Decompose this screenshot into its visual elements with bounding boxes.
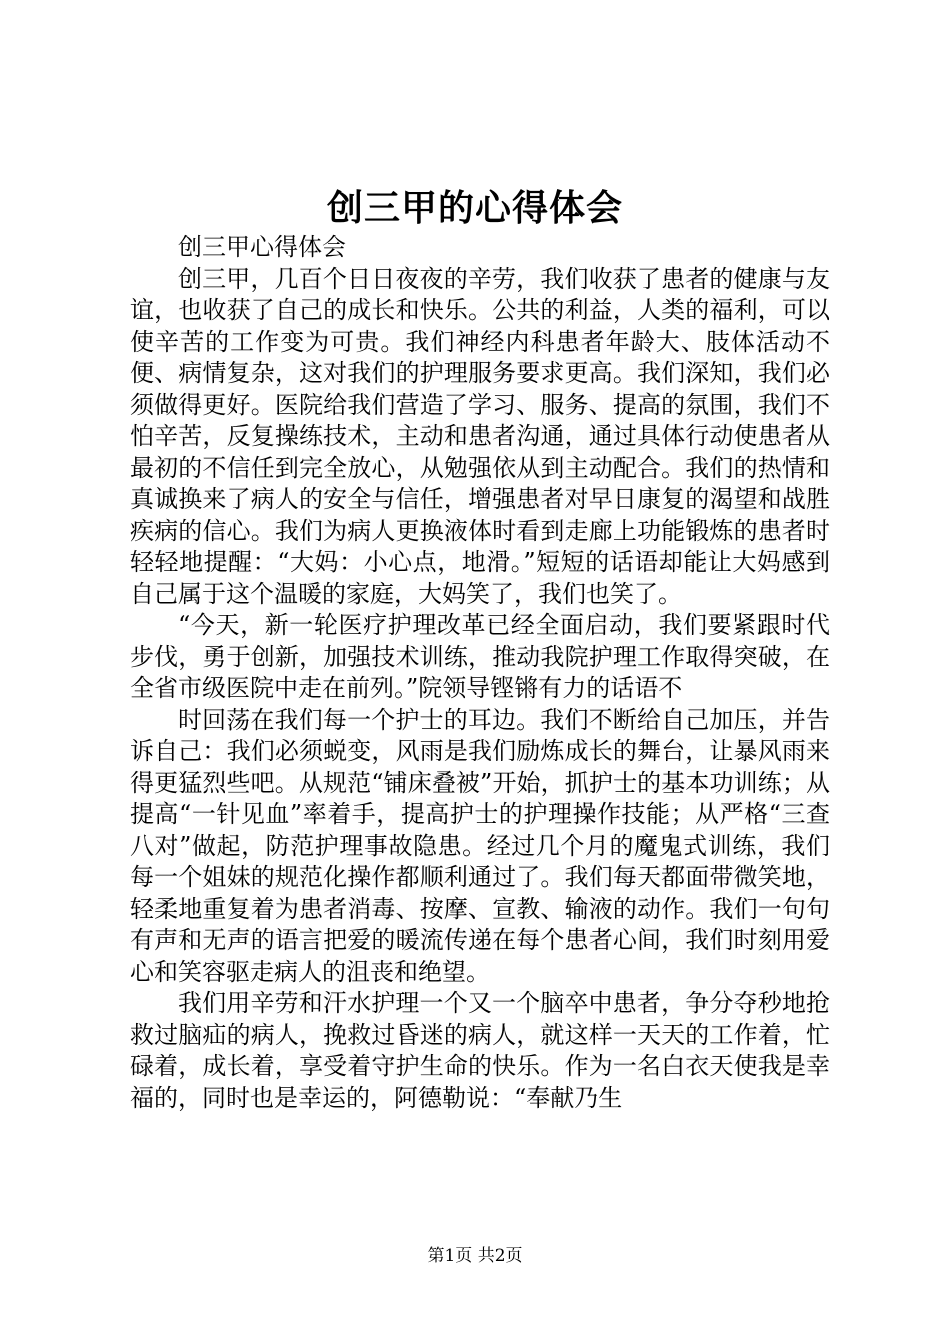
paragraph-4: 我们用辛劳和汗水护理一个又一个脑卒中患者，争分夺秒地抢救过脑疝的病人，挽救过昏迷的病人，就这样一天天的工作着，忙碌着，成长着，享受着守护生命的快乐。作为一名白衣天使我是幸福的，同时也是幸运的，阿德勒说：“奉献乃生 [130, 989, 830, 1112]
paragraph-3: 时回荡在我们每一个护士的耳边。我们不断给自己加压，并告诉自己：我们必须蜕变，风雨是我们励炼成长的舞台，让暴风雨来得更猛烈些吧。从规范“铺床叠被”开始，抓护士的基本功训练；从提高“一针见血”率着手，提高护士的护理操作技能；从严格“三查八对”做起，防范护理事故隐患。经过几个月的魔鬼式训练，我们每一个姐妹的规范化操作都顺利通过了。我们每天都面带微笑地，轻柔地重复着为患者消毒、按摩、宣教、输液的动作。我们一句句有声和无声的语言把爱的暖流传递在每个患者心间，我们时刻用爱心和笑容驱走病人的沮丧和绝望。 [130, 705, 830, 986]
document-title: 创三甲的心得体会 [326, 187, 623, 229]
paragraph-subtitle: 创三甲心得体会 [178, 233, 346, 261]
document-body [130, 232, 830, 1114]
page-footer: 第1页 共2页 [427, 1246, 523, 1266]
paragraph-2: “今天，新一轮医疗护理改革已经全面启动，我们要紧跟时代步伐，勇于创新，加强技术训练，推动我院护理工作取得突破，在全省市级医院中走在前列。”院领导铿锵有力的话语不 [130, 611, 830, 702]
paragraph-1: 创三甲，几百个日日夜夜的辛劳，我们收获了患者的健康与友谊，也收获了自己的成长和快乐。公共的利益，人类的福利，可以使辛苦的工作变为可贵。我们神经内科患者年龄大、肢体活动不便、病情复杂，这对我们的护理服务要求更高。我们深知，我们必须做得更好。医院给我们营造了学习、服务、提高的氛围，我们不怕辛苦，反复操练技术，主动和患者沟通，通过具体行动使患者从最初的不信任到完全放心，从勉强依从到主动配合。我们的热情和真诚换来了病人的安全与信任，增强患者对早日康复的渴望和战胜疾病的信心。我们为病人更换液体时看到走廊上功能锻炼的患者时轻轻地提醒：“大妈：小心点，地滑。”短短的话语却能让大妈感到自己属于这个温暖的家庭，大妈笑了，我们也笑了。 [130, 264, 830, 608]
